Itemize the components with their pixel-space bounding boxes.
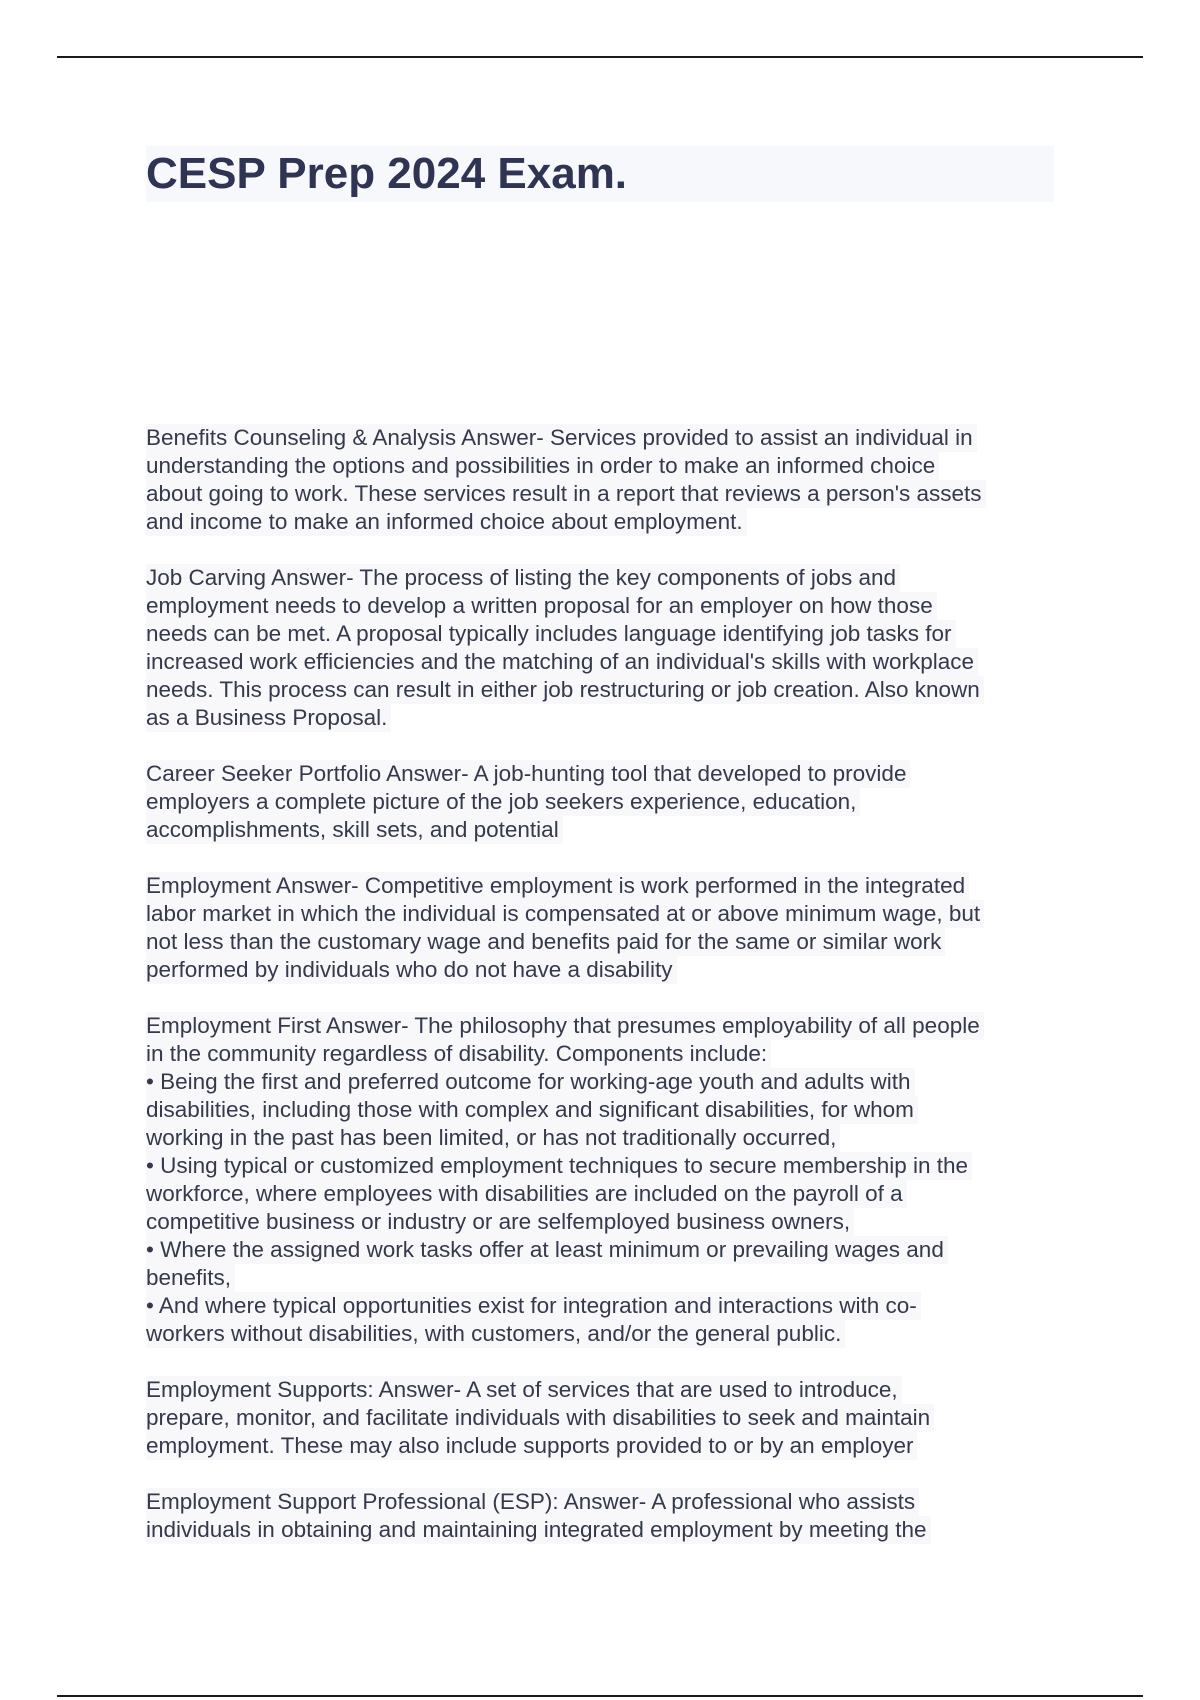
glossary-entry	[146, 1012, 1058, 1348]
entry-line: • Where the assigned work tasks offer at least minimum or prevailing wages and	[146, 1236, 948, 1264]
entry-line: workers without disabilities, with customers, and/or the general public.	[146, 1320, 845, 1348]
entry-line: about going to work. These services result in a report that reviews a person's assets	[146, 480, 986, 508]
entry-line: working in the past has been limited, or has not traditionally occurred,	[146, 1124, 840, 1152]
entry-line: performed by individuals who do not have a disability	[146, 956, 677, 984]
entry-line: workforce, where employees with disabilities are included on the payroll of a	[146, 1180, 907, 1208]
glossary-entry	[146, 872, 1058, 984]
entry-line: and income to make an informed choice about employment.	[146, 508, 747, 536]
entry-line: employment. These may also include supports provided to or by an employer	[146, 1432, 917, 1460]
entry-line: prepare, monitor, and facilitate individuals with disabilities to seek and maintain	[146, 1404, 934, 1432]
entry-line: Career Seeker Portfolio Answer- A job-hunting tool that developed to provide	[146, 760, 910, 788]
entry-line: competitive business or industry or are selfemployed business owners,	[146, 1208, 854, 1236]
entry-line: Employment Supports: Answer- A set of services that are used to introduce,	[146, 1376, 902, 1404]
entry-line: employment needs to develop a written proposal for an employer on how those	[146, 592, 937, 620]
entry-line: individuals in obtaining and maintaining integrated employment by meeting the	[146, 1516, 931, 1544]
entry-line: labor market in which the individual is compensated at or above minimum wage, but	[146, 900, 984, 928]
entry-line: disabilities, including those with complex and significant disabilities, for whom	[146, 1096, 918, 1124]
entry-line: • Being the first and preferred outcome for working-age youth and adults with	[146, 1068, 915, 1096]
glossary-entry	[146, 1488, 1058, 1544]
glossary-entry	[146, 760, 1058, 844]
glossary-entry	[146, 424, 1058, 536]
entry-line: • Using typical or customized employment techniques to secure membership in the	[146, 1152, 972, 1180]
entry-line: • And where typical opportunities exist for integration and interactions with co-	[146, 1292, 921, 1320]
entry-line: increased work efficiencies and the matching of an individual's skills with workplace	[146, 648, 978, 676]
glossary-content	[146, 424, 1058, 1572]
top-rule	[57, 56, 1143, 58]
entry-line: Benefits Counseling & Analysis Answer- Services provided to assist an individual in	[146, 424, 977, 452]
entry-line: needs can be met. A proposal typically includes language identifying job tasks for	[146, 620, 956, 648]
entry-line: Employment Support Professional (ESP): Answer- A professional who assists	[146, 1488, 919, 1516]
entry-line: benefits,	[146, 1264, 235, 1292]
entry-line: accomplishments, skill sets, and potential	[146, 816, 563, 844]
entry-line: in the community regardless of disability. Components include:	[146, 1040, 771, 1068]
entry-line: Employment Answer- Competitive employment is work performed in the integrated	[146, 872, 969, 900]
entry-line: employers a complete picture of the job seekers experience, education,	[146, 788, 860, 816]
glossary-entry	[146, 564, 1058, 732]
entry-line: understanding the options and possibilities in order to make an informed choice	[146, 452, 939, 480]
title-block	[146, 146, 1054, 202]
glossary-entry	[146, 1376, 1058, 1460]
entry-line: Employment First Answer- The philosophy that presumes employability of all people	[146, 1012, 984, 1040]
entry-line: needs. This process can result in either job restructuring or job creation. Also known	[146, 676, 984, 704]
page-title: CESP Prep 2024 Exam.	[146, 149, 628, 198]
entry-line: as a Business Proposal.	[146, 704, 391, 732]
bottom-rule	[57, 1695, 1143, 1697]
entry-line: not less than the customary wage and benefits paid for the same or similar work	[146, 928, 945, 956]
entry-line: Job Carving Answer- The process of listing the key components of jobs and	[146, 564, 900, 592]
